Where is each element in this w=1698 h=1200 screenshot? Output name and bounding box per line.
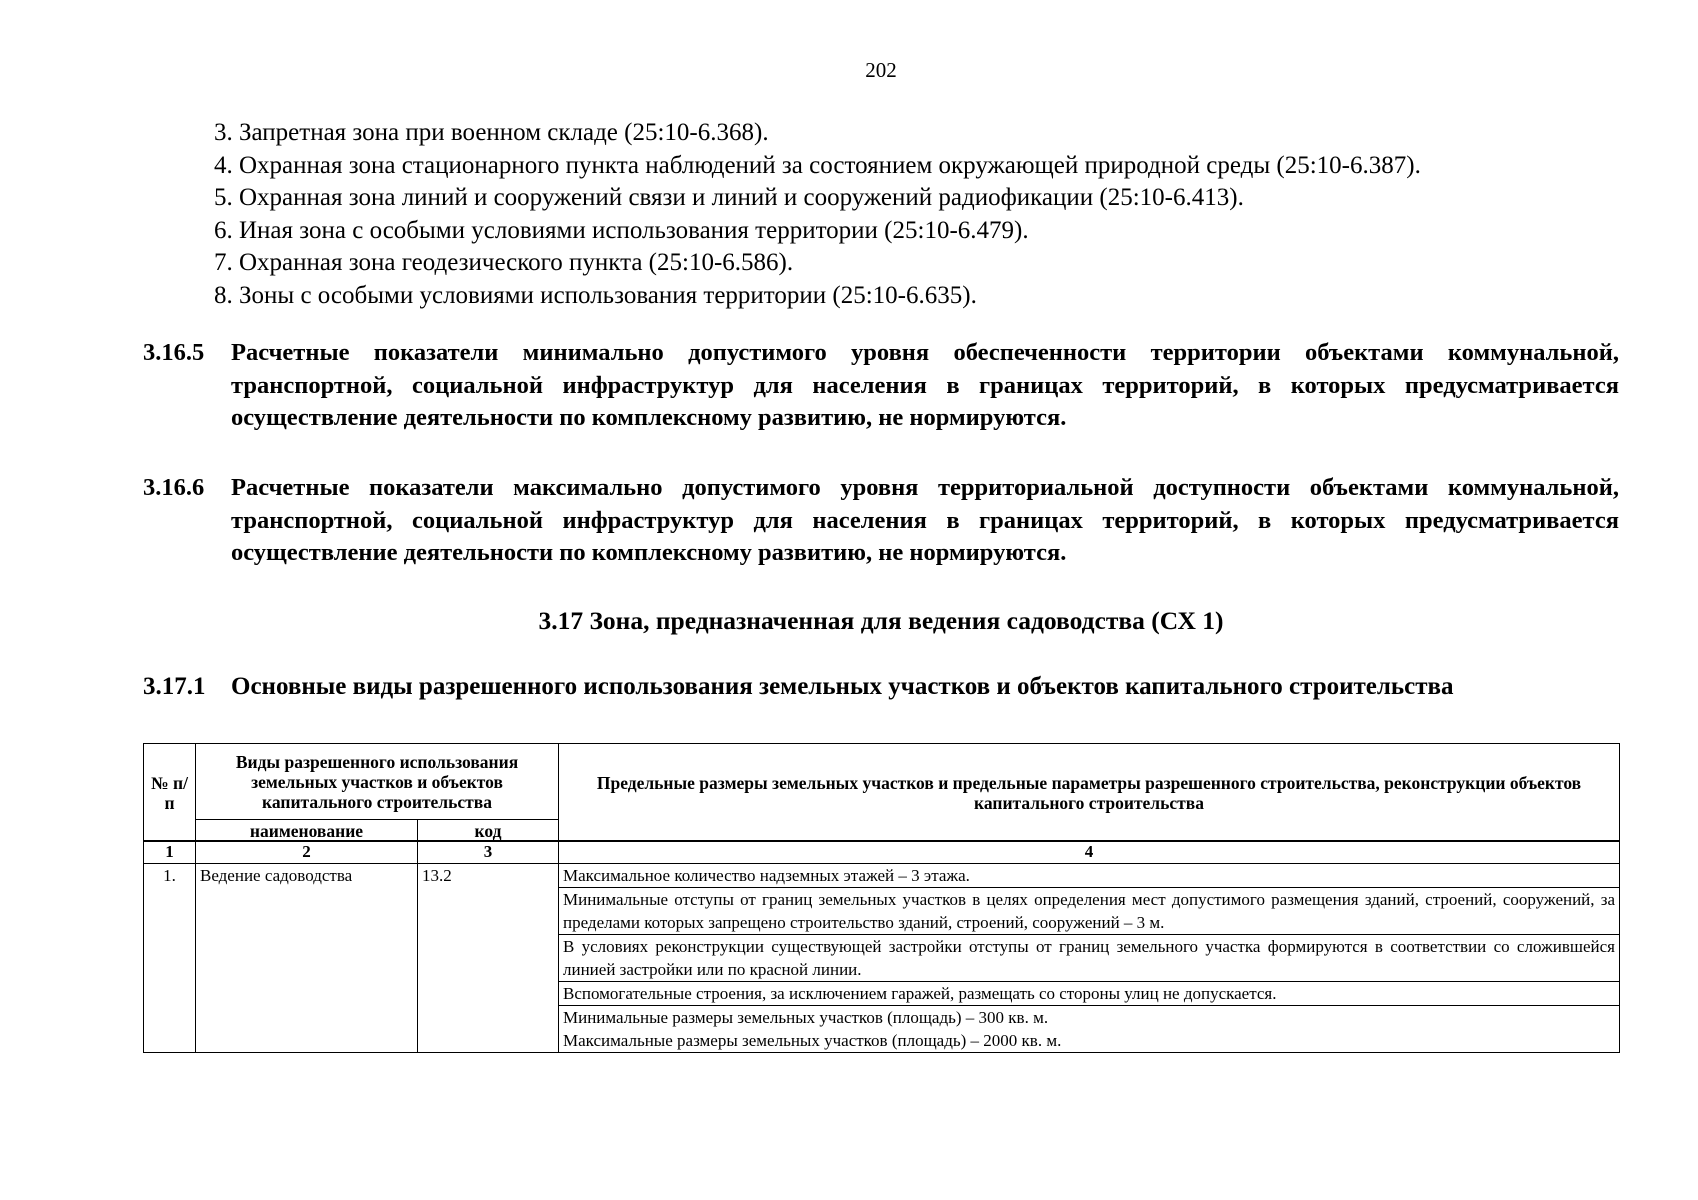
list-item: 8. Зоны с особыми условиями использования территории (25:10-6.635). [214,281,977,309]
zone-title: 3.17 Зона, предназначенная для ведения садоводства (СХ 1) [538,606,1224,635]
section-3-16-6 [143,472,1619,570]
param-cell: В условиях реконструкции существующей застройки отступы от границ земельного участка формируются в соответствии со сложившейся линией застройки или по красной линии. [559,935,1620,982]
zone-list [214,117,1421,312]
subsection-text: Основные виды разрешенного использования земельных участков и объектов капитального строительства [231,673,1454,700]
header-name: наименование [196,820,418,842]
row-code: 13.2 [418,864,559,1053]
table-body [143,840,1620,1053]
section-number: 3.16.5 [143,339,205,366]
col-number: 1 [144,841,196,864]
param-cell: Вспомогательные строения, за исключением гаражей, размещать со стороны улиц не допускается. [559,982,1620,1006]
col-number: 2 [196,841,418,864]
list-item: 6. Иная зона с особыми условиями использования территории (25:10-6.479). [214,216,1029,244]
table-header [143,743,1620,842]
page-number: 202 [865,58,897,82]
subsection-number: 3.17.1 [143,673,206,700]
param-cell: Максимальное количество надземных этажей – 3 этажа. [559,864,1620,888]
subsection-heading [143,673,1623,701]
row-name: Ведение садоводства [196,864,418,1053]
max-size: Максимальные размеры земельных участков (площадь) – 2000 кв. м. [563,1031,1062,1050]
section-text: Расчетные показатели минимально допустимого уровня обеспеченности территории объектами коммунальной, транспортной, социальной инфраструктур для населения в границах территорий, в которых предусматривается осуществление деятельности по комплексному развитию, не нормируются. [231,339,1619,431]
param-cell-sizes [559,1006,1620,1053]
param-cell: Минимальные отступы от границ земельных участков в целях определения мест допустимого размещения зданий, строений, сооружений, за пределами которых запрещено строительство зданий, строений, сооружений – 3 м. [559,888,1620,935]
list-item: 4. Охранная зона стационарного пункта наблюдений за состоянием окружающей природной среды (25:10-6.387). [214,151,1421,179]
col-number: 3 [418,841,559,864]
list-item: 7. Охранная зона геодезического пункта (25:10-6.586). [214,249,794,276]
section-text: Расчетные показатели максимально допустимого уровня территориальной доступности объектами коммунальной, транспортной, социальной инфраструктур для населения в границах территорий, в которых предусматривается осуществление деятельности по комплексному развитию, не нормируются. [231,474,1619,566]
header-types: Виды разрешенного использования земельных участков и объектов капитального строительства [196,744,559,820]
row-num: 1. [144,864,196,1053]
section-3-16-5 [143,337,1619,435]
section-number: 3.16.6 [143,474,205,501]
header-code: код [418,820,559,842]
header-limits: Предельные размеры земельных участков и предельные параметры разрешенного строительства, реконструкции объектов капитального строительства [559,744,1620,842]
min-size: Минимальные размеры земельных участков (площадь) – 300 кв. м. [563,1008,1049,1027]
list-item: 5. Охранная зона линий и сооружений связи и линий и сооружений радиофикации (25:10-6.413). [214,184,1244,211]
list-item: 3. Запретная зона при военном складе (25:10-6.368). [214,119,769,146]
col-number: 4 [559,841,1620,864]
header-num: № п/п [144,744,196,842]
